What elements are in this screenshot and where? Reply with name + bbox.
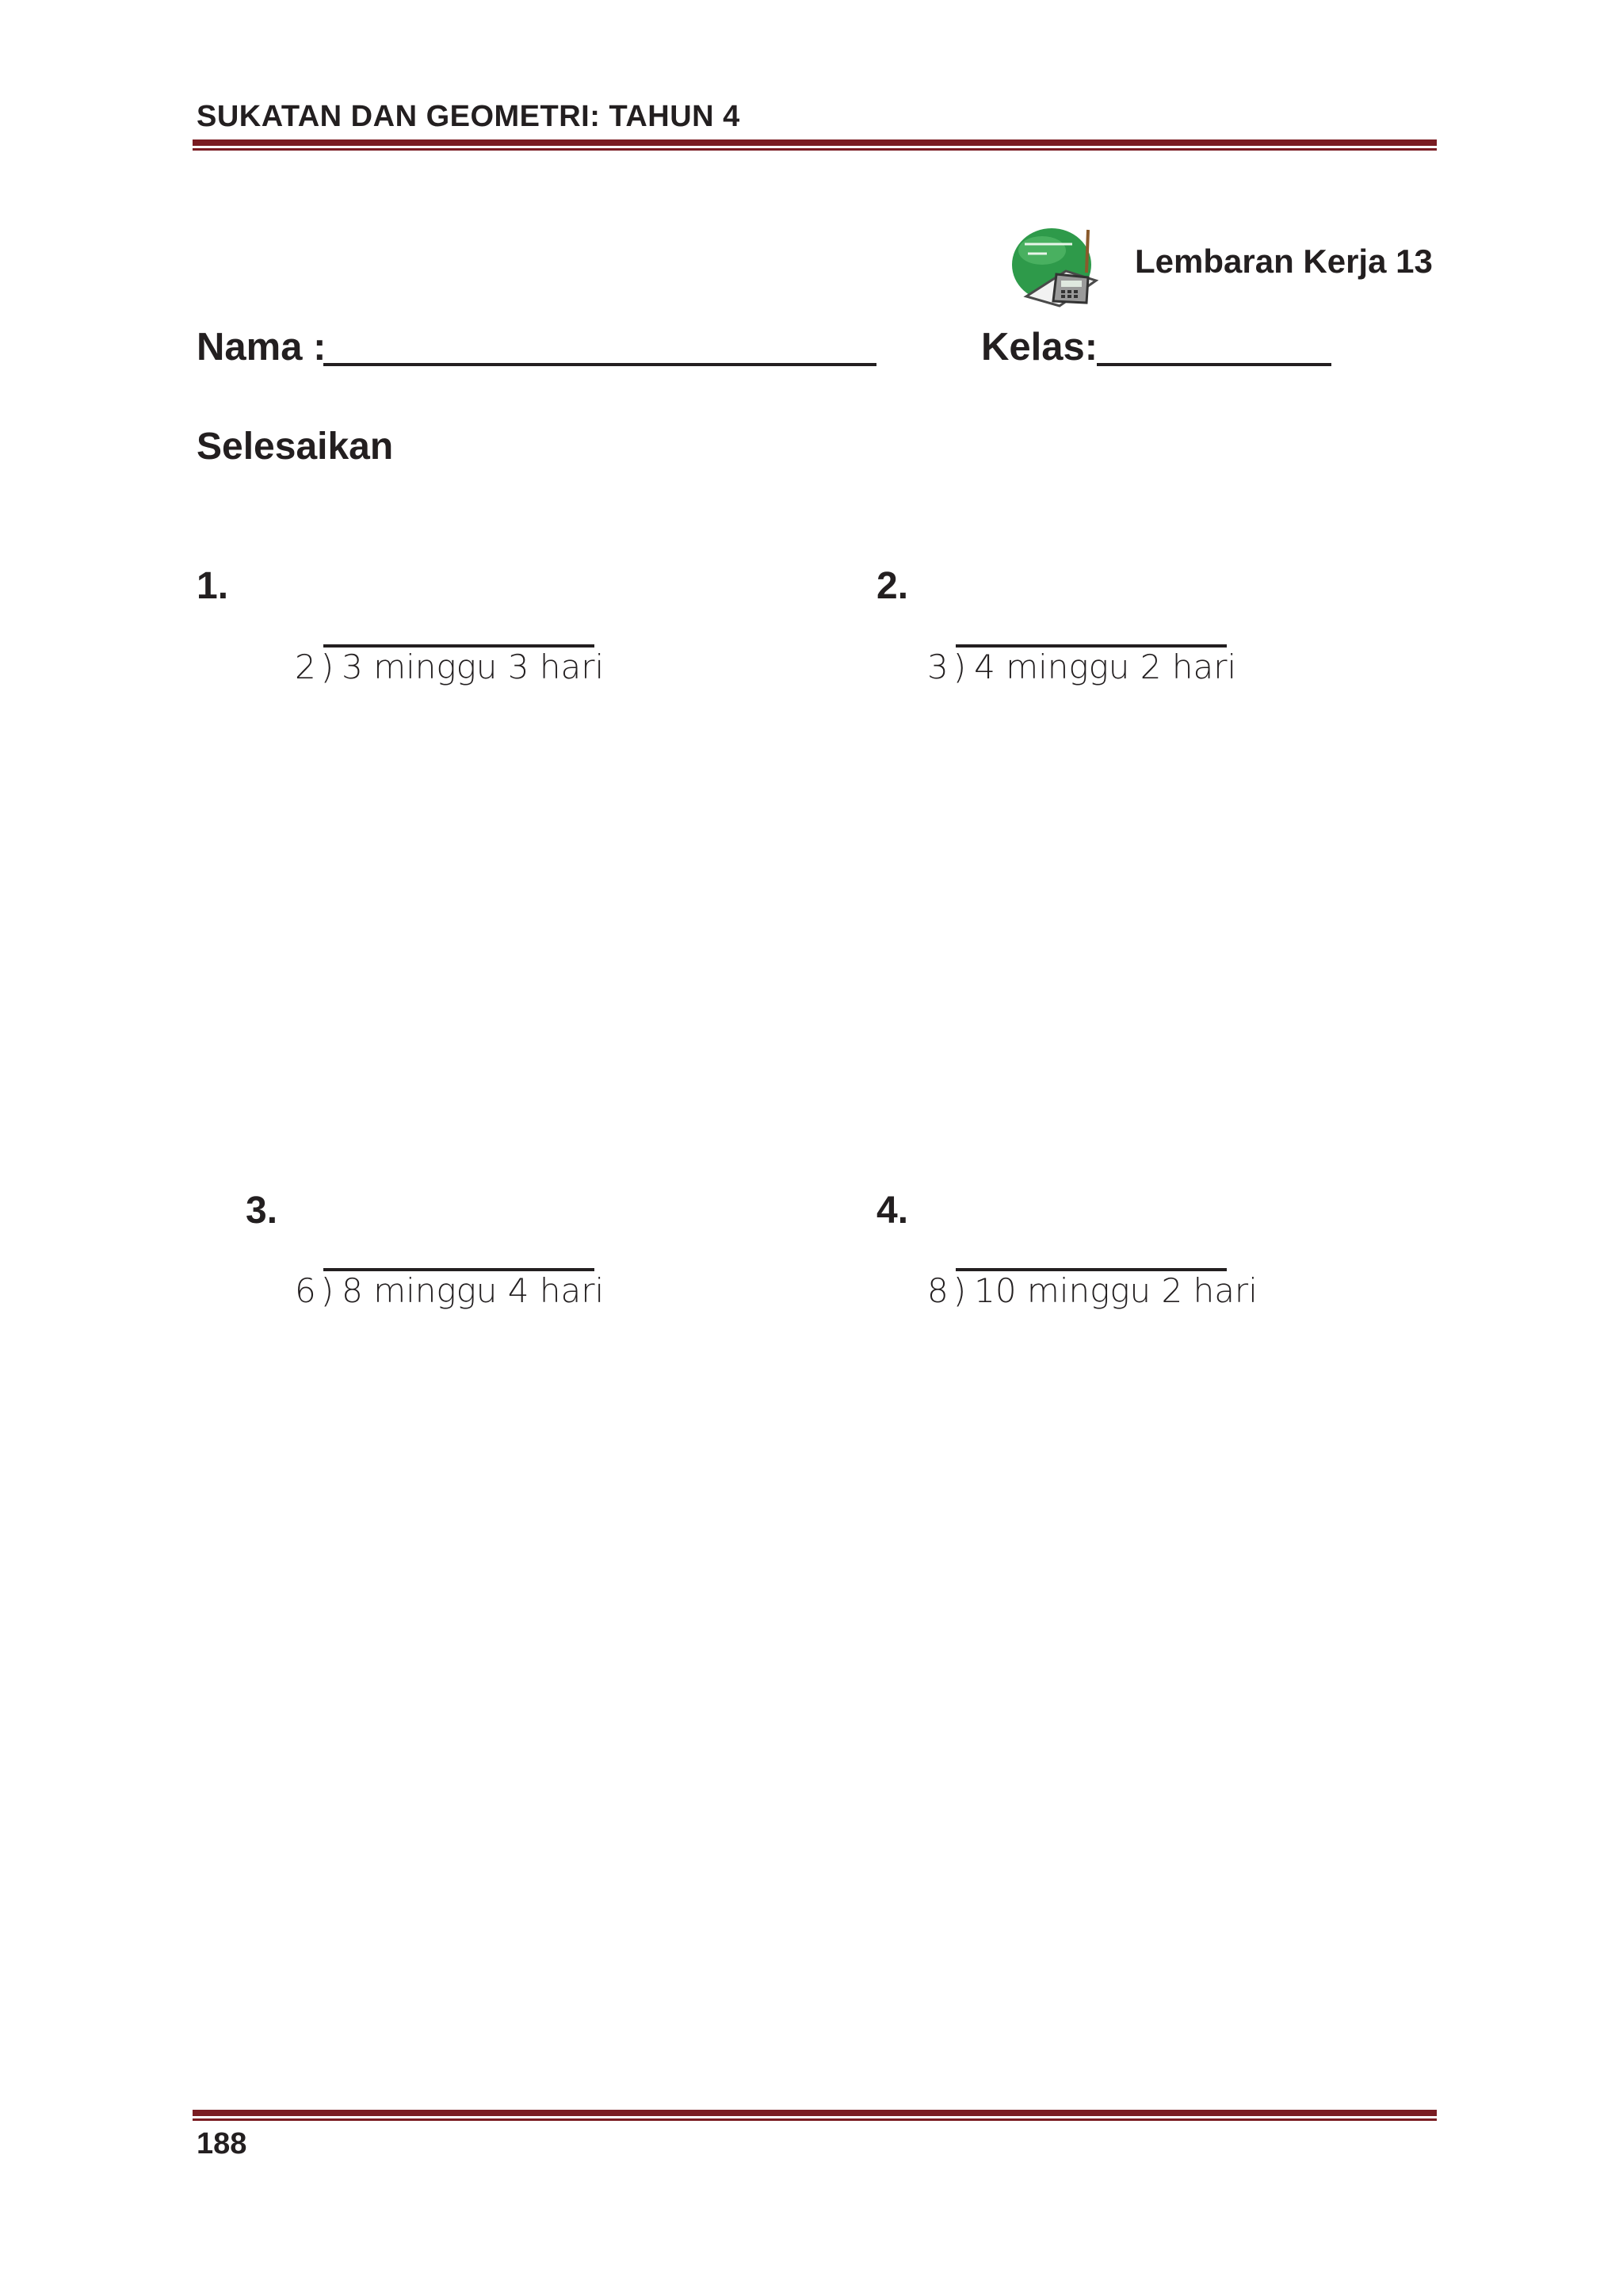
worksheet-label: Lembaran Kerja 13	[1135, 243, 1433, 280]
question-1-number: 1.	[197, 565, 229, 607]
question-4-dividend: 10 minggu 2 hari	[974, 1271, 1258, 1310]
question-1-dividend: 3 minggu 3 hari	[342, 648, 605, 686]
question-1-divisor: 2	[295, 648, 316, 686]
question-2-dividend: 4 minggu 2 hari	[974, 648, 1237, 686]
question-3-dividend: 8 minggu 4 hari	[342, 1271, 605, 1310]
chalkboard-calculator-icon	[1010, 225, 1102, 308]
question-2-division	[927, 648, 1236, 686]
footer-rule-thick	[193, 2110, 1437, 2116]
question-2-bracket: )	[953, 648, 967, 686]
class-field-line[interactable]	[1097, 363, 1331, 366]
header-title: SUKATAN DAN GEOMETRI: TAHUN 4	[197, 100, 740, 133]
footer-rule-thin	[193, 2118, 1437, 2121]
name-label: Nama :	[197, 326, 327, 369]
question-4-division	[927, 1271, 1258, 1310]
name-field-line[interactable]	[323, 363, 876, 366]
question-1-division	[295, 648, 604, 686]
question-2-divisor: 3	[927, 648, 949, 686]
header-rule-thin	[193, 148, 1437, 151]
question-3-divisor: 6	[295, 1271, 316, 1310]
question-4-bracket: )	[953, 1271, 967, 1310]
question-2-number: 2.	[876, 565, 909, 607]
question-3-bracket: )	[320, 1271, 334, 1310]
question-1-bracket: )	[320, 648, 334, 686]
question-3-number: 3.	[246, 1190, 278, 1232]
class-label: Kelas:	[981, 326, 1098, 369]
instruction: Selesaikan	[197, 426, 394, 468]
header-rule-thick	[193, 139, 1437, 146]
question-4-divisor: 8	[927, 1271, 949, 1310]
page-number: 188	[197, 2127, 247, 2160]
question-4-number: 4.	[876, 1190, 909, 1232]
question-3-division	[295, 1271, 604, 1310]
